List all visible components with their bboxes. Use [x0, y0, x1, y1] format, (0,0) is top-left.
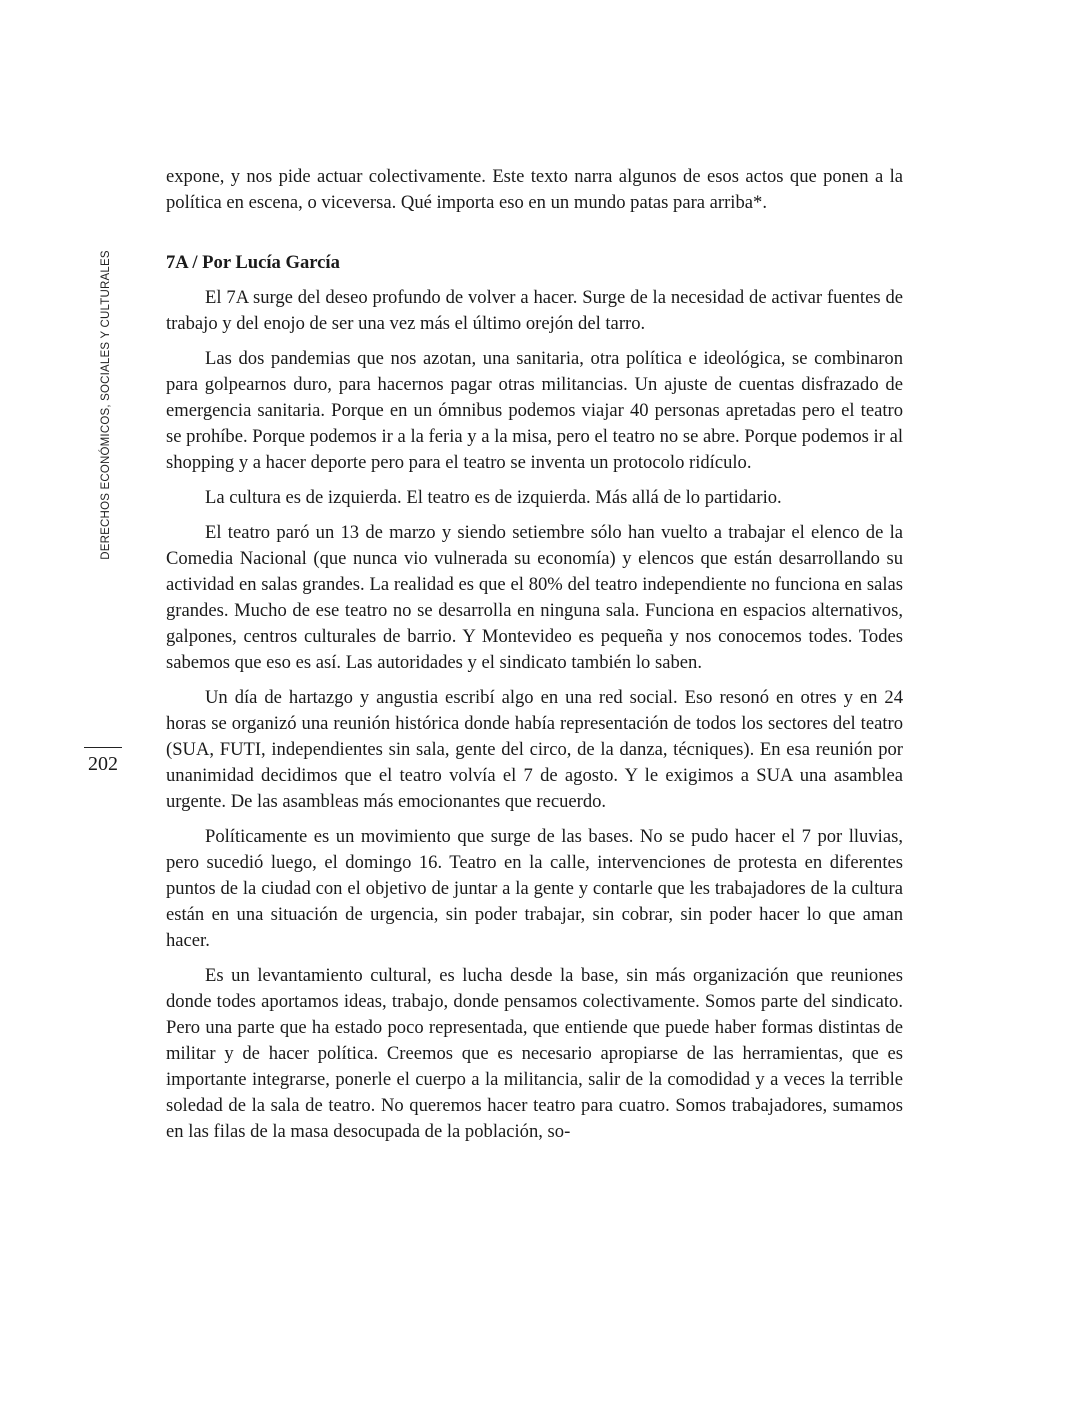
body-paragraph: La cultura es de izquierda. El teatro es de izquierda. Más allá de lo partidario.	[205, 487, 782, 509]
body-paragraph: El 7A surge del deseo profundo de volver a hacer. Surge de la necesidad de activar fuentes de trabajo y del enojo de ser una vez más el último orejón del tarro.	[166, 286, 903, 334]
body-paragraph: Las dos pandemias que nos azotan, una sanitaria, otra política e ideológica, se combinaron para golpearnos duro, para hacernos pagar otras militancias. Un ajuste de cuentas disfrazado de emergencia sanitaria. Porque en un ómnibus podemos viajar 40 personas apretadas pero el teatro se prohíbe. Porque podemos ir a la feria y a la misa, pero el teatro no se abre. Porque podemos ir al shopping y a hacer deporte pero para el teatro se inventa un protocolo ridículo.	[166, 348, 903, 473]
body-paragraph: Un día de hartazgo y angustia escribí algo en una red social. Eso resonó en otres y en 24 horas se organizó una reunión histórica donde había representación de todos los sectores del teatro (SUA, FUTI, independientes sin sala, gente del circo, de la danza, técniques). En esa reunión por unanimidad decidimos que el teatro volvía el 7 de agosto. Y le exigimos a SUA una asamblea urgente. De las asambleas más emocionantes que recuerdo.	[166, 687, 903, 813]
body-paragraph: Es un levantamiento cultural, es lucha desde la base, sin más organización que reuniones donde todes aportamos ideas, trabajo, donde pensamos colectivamente. Somos parte del sindicato. Pero una parte que ha estado poco representada, que entiende que puede haber formas distintas de militar y de hacer política. Creemos que es necesario apropiarse de las herramientas, que es importante integrarse, ponerle el cuerpo a la militancia, salir de la comodidad y a veces la terrible soledad de la sala de teatro. No queremos hacer teatro para cuatro. Somos trabajadores, sumamos en las filas de la masa desocupada de la población, so-	[166, 965, 903, 1142]
intro-paragraph: expone, y nos pide actuar colectivamente. Este texto narra algunos de esos actos que ponen a la política en escena, o viceversa. Qué importa eso en un mundo patas para arriba*.	[166, 166, 903, 213]
body-paragraph: Políticamente es un movimiento que surge de las bases. No se pudo hacer el 7 por lluvias, pero sucedió luego, el domingo 16. Teatro en la calle, intervenciones de protesta en diferentes puntos de la ciudad con el objetivo de juntar a la gente y contarle que les trabajadores de la cultura están en una situación de urgencia, sin poder trabajar, sin cobrar, sin poder hacer lo que aman hacer.	[166, 826, 903, 952]
running-header-vertical: DERECHOS ECONÓMICOS, SOCIALES Y CULTURALES	[100, 250, 112, 560]
article-body	[166, 164, 903, 1154]
body-paragraph: El teatro paró un 13 de marzo y siendo setiembre sólo han vuelto a trabajar el elenco de la Comedia Nacional (que nunca vio vulnerada su economía) y elencos que están desarrollando su actividad en salas grandes. La realidad es que el 80% del teatro independiente no funciona en salas grandes. Mucho de ese teatro no se desarrolla en ninguna sala. Funciona en espacios alternativos, galpones, centros culturales de barrio. Y Montevideo es pequeña y nos conocemos todes. Todes sabemos que eso es así. Las autoridades y el sindicato también lo saben.	[166, 522, 903, 673]
page-number: 202	[88, 753, 118, 775]
page-number-rule	[84, 747, 122, 748]
section-heading: 7A / Por Lucía García	[166, 251, 340, 273]
